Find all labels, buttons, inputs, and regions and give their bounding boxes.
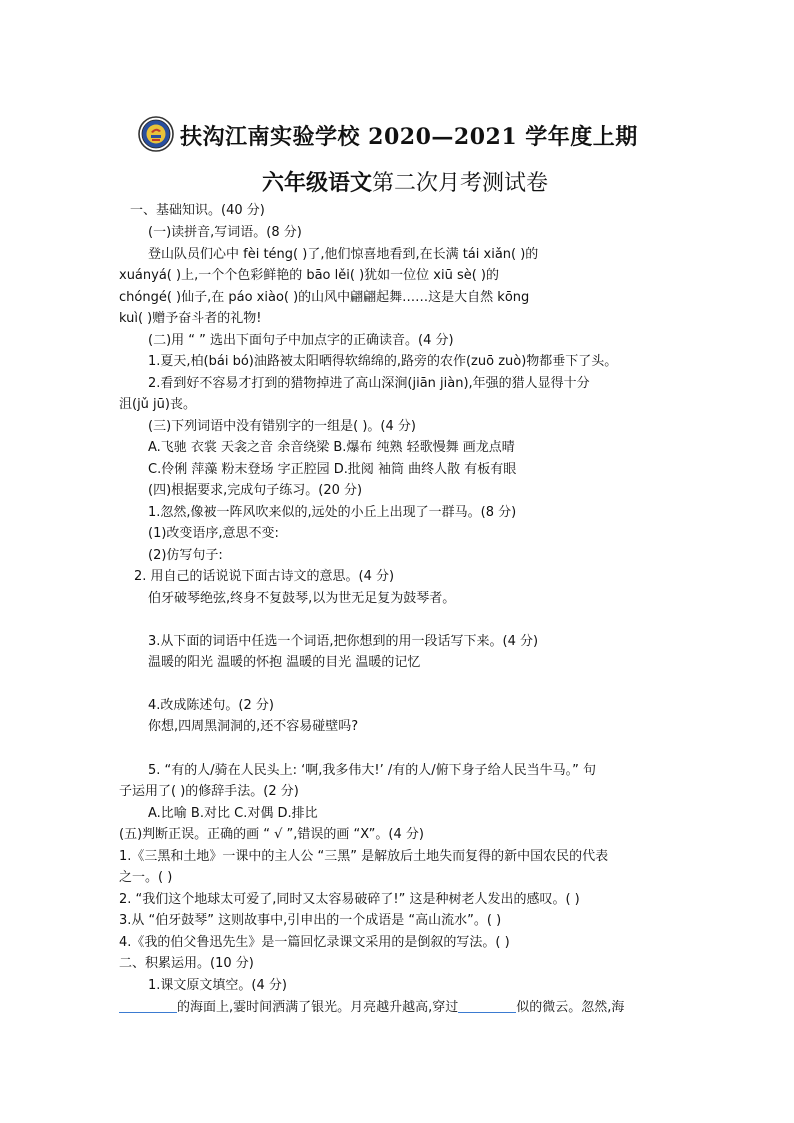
question-item: 沮(jǔ jū)丧。 bbox=[119, 397, 196, 412]
judge-item: 4.《我的伯父鲁迅先生》是一篇回忆录课文采用的是倒叙的写法。( ) bbox=[119, 935, 510, 950]
question-1-3-heading: (三)下列词语中没有错别字的一组是( )。(4 分) bbox=[148, 419, 416, 434]
sub-question: (2)仿写句子: bbox=[148, 548, 223, 563]
exam-title bbox=[262, 168, 548, 200]
question-1-5-heading: (五)判断正误。正确的画 “ √ ”,错误的画 “X”。(4 分) bbox=[119, 827, 424, 842]
option-row: A.飞驰 衣裳 天衾之音 余音绕梁 B.爆布 纯熟 轻歌慢舞 画龙点晴 bbox=[148, 440, 515, 455]
section-1-heading: 一、基础知识。(40 分) bbox=[130, 203, 265, 218]
option-row: A.比喻 B.对比 C.对偶 D.排比 bbox=[148, 806, 318, 821]
question-item: 子运用了( )的修辞手法。(2 分) bbox=[119, 784, 299, 799]
passage-line: xuányá( )上,一个个色彩鲜艳的 bāo lěi( )犹如一位位 xiū sè( )的 bbox=[119, 268, 499, 283]
option-row: C.伶俐 萍藻 粉末登场 字正腔园 D.批阅 袖筒 曲终人散 有板有眼 bbox=[148, 462, 517, 477]
question-item: 1.夏天,柏(bái bó)油路被太阳晒得软绵绵的,路旁的农作(zuō zuò)物都垂下了头。 bbox=[148, 354, 618, 369]
question-2-1-heading: 1.课文原文填空。(4 分) bbox=[148, 978, 287, 993]
judge-item: 2. “我们这个地球太可爱了,同时又太容易破碎了!” 这是种树老人发出的感叹。( ) bbox=[119, 892, 580, 907]
school-emblem-icon bbox=[138, 116, 174, 152]
passage-line: chóngé( )仙子,在 páo xiào( )的山风中翩翩起舞……这是大自然 kōng bbox=[119, 290, 530, 305]
judge-item: 1.《三黑和土地》一课中的主人公 “三黑” 是解放后土地失而复得的新中国农民的代表 bbox=[119, 849, 609, 864]
question-item: 5. “有的人/骑在人民头上: ‘啊,我多伟大!’ /有的人/俯下身子给人民当牛马。” 句 bbox=[148, 763, 597, 778]
question-item: 4.改成陈述句。(2 分) bbox=[148, 698, 274, 713]
question-1-2-heading: (二)用 “ ” 选出下面句子中加点字的正确读音。(4 分) bbox=[148, 333, 454, 348]
judge-item: 之一。( ) bbox=[119, 870, 173, 885]
question-item: 2. 用自己的话说说下面古诗文的意思。(4 分) bbox=[134, 569, 395, 584]
classical-text: 伯牙破琴绝弦,终身不复鼓琴,以为世无足复为鼓琴者。 bbox=[148, 591, 456, 606]
exam-title-rest: 第二次月考测试卷 bbox=[372, 171, 549, 196]
exam-title-bold: 六年级语文 bbox=[262, 171, 373, 196]
fill-text: 的海面上,霎时间洒满了银光。月亮越升越高,穿过 bbox=[177, 1000, 459, 1015]
section-2-heading: 二、积累运用。(10 分) bbox=[119, 956, 254, 971]
question-1-1-heading: (一)读拼音,写词语。(8 分) bbox=[148, 225, 302, 240]
answer-blank[interactable] bbox=[119, 998, 177, 1013]
question-1-4-heading: (四)根据要求,完成句子练习。(20 分) bbox=[148, 483, 363, 498]
judge-item: 3.从 “伯牙鼓琴” 这则故事中,引申出的一个成语是 “高山流水”。( ) bbox=[119, 913, 502, 928]
fill-in-line bbox=[119, 998, 624, 1018]
answer-blank[interactable] bbox=[458, 998, 516, 1013]
question-item: 1.忽然,像被一阵风吹来似的,远处的小丘上出现了一群马。(8 分) bbox=[148, 505, 517, 520]
sub-question: (1)改变语序,意思不变: bbox=[148, 526, 279, 541]
school-title: 扶沟江南实验学校 2020—2021 学年度上期 bbox=[180, 124, 638, 150]
passage-line: kuì( )赠予奋斗者的礼物! bbox=[119, 311, 262, 326]
fill-text: 似的微云。忽然,海 bbox=[516, 1000, 625, 1015]
word-options: 温暖的阳光 温暖的怀抱 温暖的目光 温暖的记忆 bbox=[148, 655, 421, 670]
question-sentence: 你想,四周黑洞洞的,还不容易碰壁吗? bbox=[148, 719, 359, 734]
passage-line: 登山队员们心中 fèi téng( )了,他们惊喜地看到,在长满 tái xiǎn( )的 bbox=[148, 247, 539, 262]
question-item: 3.从下面的词语中任选一个词语,把你想到的用一段话写下来。(4 分) bbox=[148, 634, 539, 649]
question-item: 2.看到好不容易才打到的猎物掉进了高山深涧(jiān jiàn),年强的猎人显得十分 bbox=[148, 376, 590, 391]
